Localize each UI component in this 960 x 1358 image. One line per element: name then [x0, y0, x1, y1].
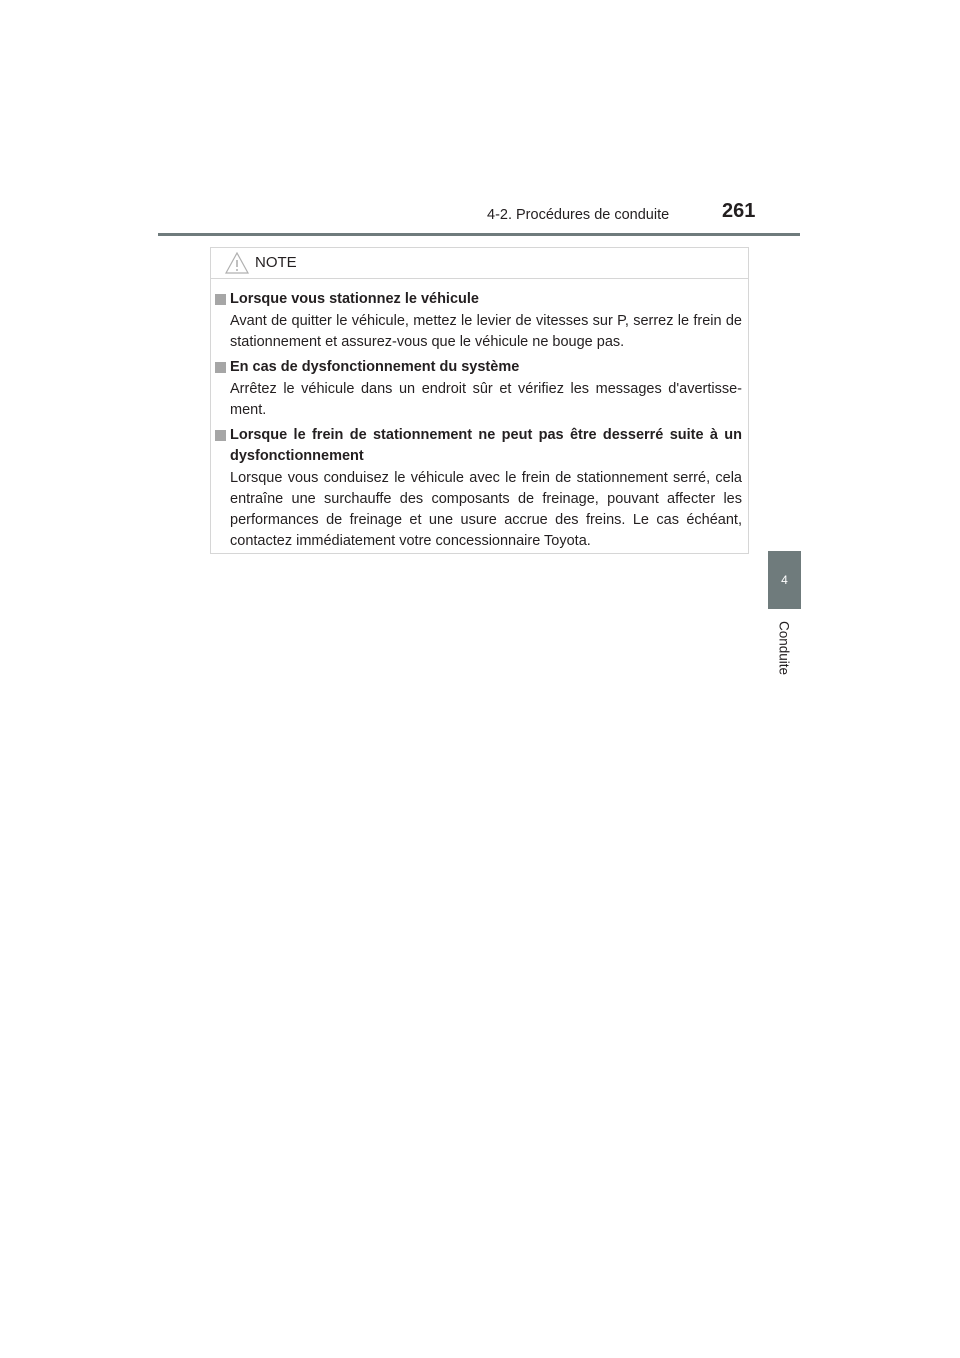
chapter-tab [768, 551, 801, 609]
note-title-bar [211, 248, 748, 279]
note-item-heading [230, 289, 742, 310]
note-item [211, 289, 748, 353]
chapter-number: 4 [781, 573, 788, 587]
square-bullet-icon [215, 430, 226, 441]
header-rule [158, 233, 800, 236]
note-item-heading-text: Lorsque vous stationnez le véhicule [230, 291, 479, 307]
page-number: 261 [722, 200, 756, 222]
note-box [210, 247, 749, 554]
note-title: NOTE [255, 254, 297, 271]
note-item [211, 425, 748, 552]
note-item-body: Lorsque vous conduisez le véhicule avec le frein de stationnement serré, cela entraîne une surchauffe des composants de freinage, pouvant affecter les performances de freinage et une usure accrue des freins. Le cas échéant, contactez immédiatement votre concessionnaire Toyota. [230, 470, 742, 549]
square-bullet-icon [215, 294, 226, 305]
warning-triangle-icon [225, 252, 249, 274]
note-item [211, 357, 748, 421]
note-item-body: Avant de quitter le véhicule, mettez le levier de vitesses sur P, serrez le frein de stationnement et assurez-vous que le véhicule ne bouge pas. [230, 313, 742, 350]
section-title: 4-2. Procédures de conduite [487, 207, 670, 223]
note-items [211, 289, 748, 556]
note-item-heading [230, 425, 742, 467]
note-item-heading-text: En cas de dysfonctionnement du système [230, 359, 520, 375]
square-bullet-icon [215, 362, 226, 373]
note-item-heading-text: Lorsque le frein de stationnement ne peut pas être desserré suite à un dysfonctionnement [230, 427, 742, 464]
note-item-body: Arrêtez le véhicule dans un endroit sûr et vérifiez les messages d'avertisse-ment. [230, 381, 742, 418]
note-item-heading [230, 357, 742, 378]
chapter-label: Conduite [776, 620, 792, 676]
